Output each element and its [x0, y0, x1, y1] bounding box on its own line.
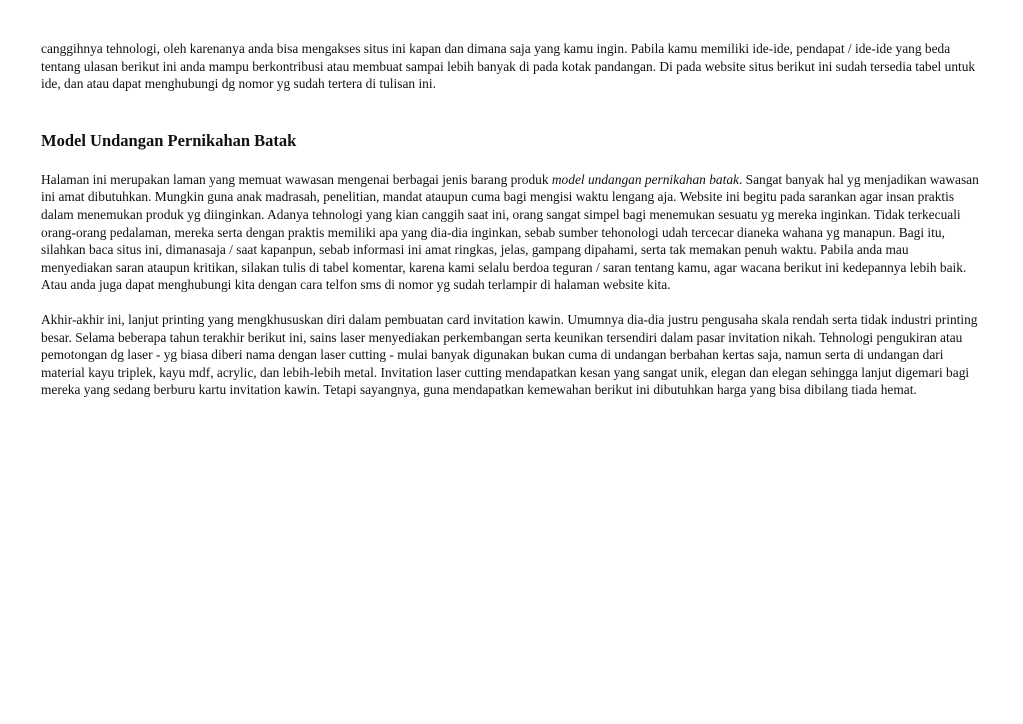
paragraph-1-text-after: . Sangat banyak hal yg menjadikan wawasan ini amat dibutuhkan. Mungkin guna anak madrasah, penelitian, mandat ataupun cuma bagi mengisi waktu lengang aja. Website ini begitu pada sarankan agar insan praktis dalam menemukan produk yg diinginkan. Adanya tehnologi yang kian canggih saat ini, orang sangat simpel bagi menemukan sesuatu yg mereka inginkan. Tidak terkecuali orang-orang pedalaman, mereka serta dengan praktis memiliki apa yang dia-dia inginkan, sebab sumber tehonologi udah tercecar dianeka wahana yg manapun. Bagi itu, silahkan baca situs ini, dimanasaja / saat kapanpun, sebab informasi ini amat ringkas, jelas, gampang dipahami, serta tak memakan penuh waktu. Pabila anda mau menyediakan saran ataupun kritikan, silakan tulis di tabel komentar, karena kami selalu berdoa teguran / saran tentang kamu, agar wacana berikut ini kedepannya lebih baik. Atau anda juga dapat menghubungi kita dengan cara telfon sms di nomor yg sudah terlampir di halaman website kita. [41, 171, 979, 293]
document-page [41, 40, 979, 399]
body-paragraph-1 [41, 171, 979, 294]
intro-paragraph: canggihnya tehnologi, oleh karenanya anda bisa mengakses situs ini kapan dan dimana saja yang kamu ingin. Pabila kamu memiliki ide-ide, pendapat / ide-ide yang beda tentang ulasan berikut ini anda mampu berkontribusi atau membuat sampai lebih banyak di pada kotak pandangan. Di pada website situs berikut ini sudah tersedia tabel untuk ide, dan atau dapat menghubungi dg nomor yg sudah tertera di tulisan ini. [41, 41, 976, 92]
section-heading: Model Undangan Pernikahan Batak [41, 130, 297, 150]
product-keyword-emphasis: model undangan pernikahan batak [551, 171, 739, 187]
paragraph-1-text-before: Halaman ini merupakan laman yang memuat wawasan mengenai berbagai jenis barang produk [41, 171, 552, 187]
body-paragraph-2: Akhir-akhir ini, lanjut printing yang mengkhususkan diri dalam pembuatan card invitation kawin. Umumnya dia-dia justru pengusaha skala rendah serta tidak industri printing besar. Selama beberapa tahun terakhir berikut ini, sains laser menyediakan perkembangan serta keunikan tersendiri dalam pasar invitation nikah. Tehnologi pengukiran atau pemotongan dg laser - yg biasa diberi nama dengan laser cutting - mulai banyak digunakan bukan cuma di undangan berbahan kertas saja, namun serta di undangan dari material kayu triplek, kayu mdf, acrylic, dan lebih-lebih metal. Invitation laser cutting mendapatkan kesan yang sangat unik, elegan dan elegan sehingga lanjut digemari bagi mereka yang sedang berburu kartu invitation kawin. Tetapi sayangnya, guna mendapatkan kemewahan berikut ini dibutuhkan harga yang bisa dibilang tiada hemat. [41, 311, 978, 398]
